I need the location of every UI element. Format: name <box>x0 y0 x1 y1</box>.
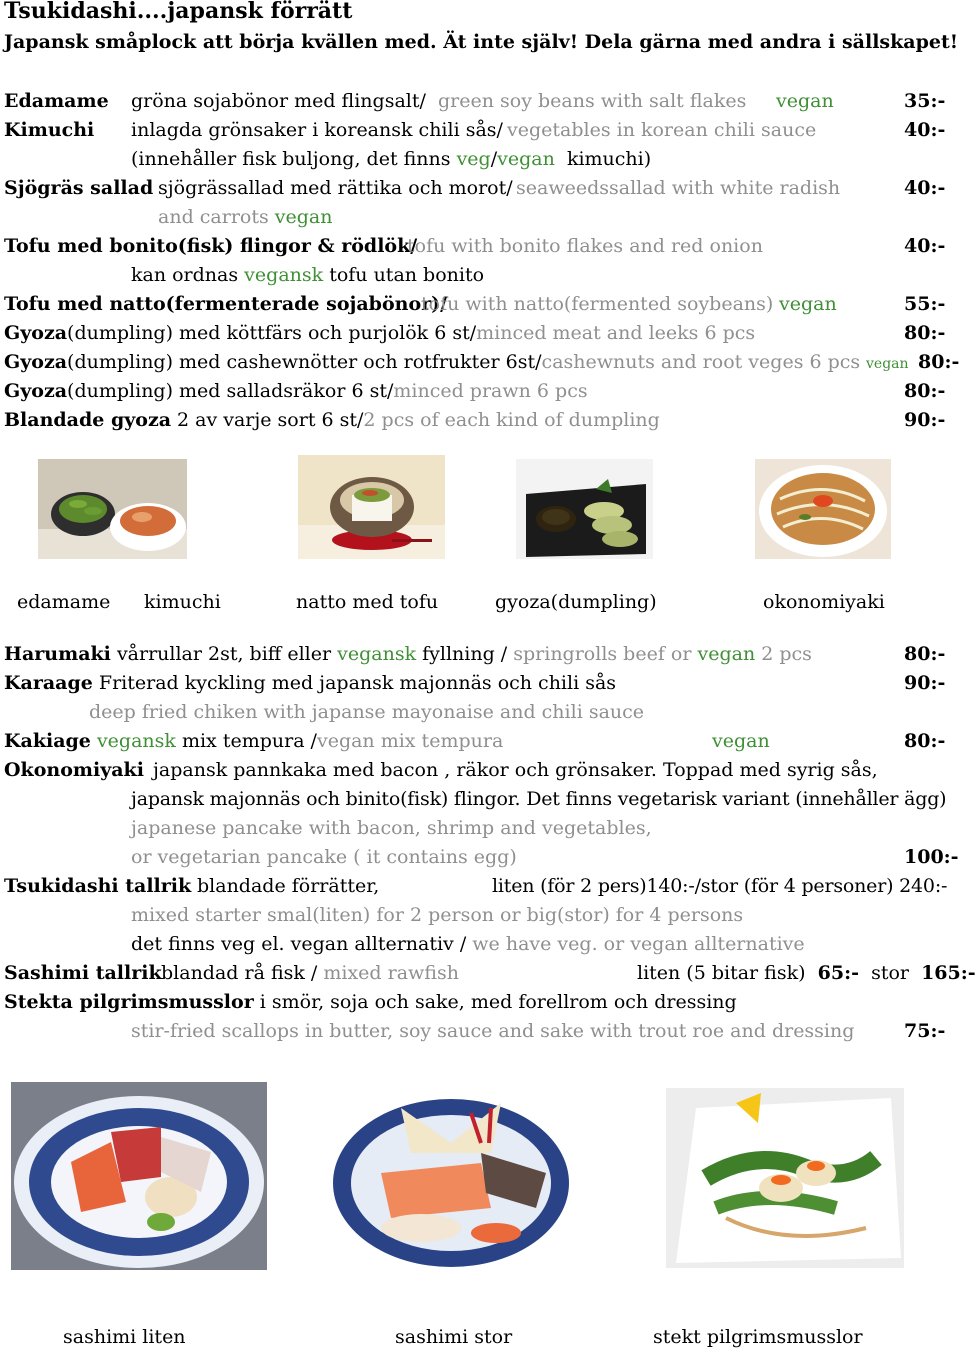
item-name: Blandade gyoza <box>4 409 172 431</box>
okonomiyaki-photo <box>755 459 891 559</box>
item-desc-en: stir-fried scallops in butter, soy sauce and sake with trout roe and dressing <box>131 1020 855 1042</box>
item-price: 80:- <box>904 643 946 665</box>
natto-tofu-photo <box>298 455 445 559</box>
item-desc-en: japanese pancake with bacon, shrimp and vegetables, <box>131 817 652 839</box>
item-line: Gyoza(dumpling) med cashewnötter och rotfrukter 6st/cashewnuts and root veges 6 pcs <box>4 351 861 373</box>
item-desc-en-cont: or vegetarian pancake ( it contains egg) <box>131 846 517 868</box>
item-price: 80:- <box>904 322 946 344</box>
item-price: 40:- <box>904 235 946 257</box>
item-price: 80:- <box>904 380 946 402</box>
item-line: Karaage Friterad kyckling med japansk majonnäs och chili sås <box>4 672 617 694</box>
item-price: 80:- <box>918 351 960 373</box>
item-name: Tofu med bonito(fisk) flingor & rödlök/ <box>4 235 418 257</box>
item-desc-en: tofu with bonito flakes and red onion <box>407 235 763 257</box>
item-note: det finns veg el. vegan allternativ / we have veg. or vegan allternative <box>131 933 805 955</box>
vegan-tag: vegan <box>776 90 834 112</box>
item-desc-en: tofu with natto(fermented soybeans) <box>421 293 774 315</box>
photo-caption: kimuchi <box>144 591 221 613</box>
sashimi-liten-photo <box>11 1082 267 1270</box>
item-desc: blandad rå fisk / mixed rawfish <box>161 962 459 984</box>
item-desc-en: deep fried chiken with japanse mayonaise and chili sauce <box>89 701 645 723</box>
sashimi-stor-photo <box>331 1083 571 1268</box>
item-desc-sv: gröna sojabönor med flingsalt/ <box>131 90 426 112</box>
item-line: Kakiage vegansk mix tempura /vegan mix tempura <box>4 730 504 752</box>
item-price: 80:- <box>904 730 946 752</box>
item-sizes-prices: liten (5 bitar fisk) 65:- stor 165:- <box>637 962 976 984</box>
gyoza-photo <box>516 459 653 559</box>
item-desc-en: seaweedssallad with white radish <box>516 177 841 199</box>
item-desc-en-cont: and carrots vegan <box>158 206 333 228</box>
item-price: 40:- <box>904 119 946 141</box>
photo-caption: sashimi liten <box>63 1326 186 1348</box>
photo-caption: sashimi stor <box>395 1326 513 1348</box>
photo-caption: stekt pilgrimsmusslor <box>653 1326 863 1348</box>
item-line: Harumaki vårrullar 2st, biff eller vegansk fyllning / springrolls beef or vegan 2 pcs <box>4 643 812 665</box>
item-sizes-prices: liten (för 2 pers)140:-/stor (för 4 personer) 240:- <box>492 875 948 897</box>
item-name: Okonomiyaki <box>4 759 144 781</box>
item-line: Gyoza(dumpling) med köttfärs och purjolök 6 st/minced meat and leeks 6 pcs <box>4 322 756 344</box>
vegan-tag: vegan <box>866 356 909 372</box>
item-line: Gyoza(dumpling) med salladsräkor 6 st/minced prawn 6 pcs <box>4 380 588 402</box>
item-desc-en: green soy beans with salt flakes <box>438 90 747 112</box>
item-name: Tsukidashi tallrik <box>4 875 192 897</box>
item-price: 75:- <box>904 1020 946 1042</box>
item-desc-sv: sjögrässallad med rättika och morot/ <box>158 177 513 199</box>
item-desc-sv: japansk pannkaka med bacon , räkor och grönsaker. Toppad med syrig sås, <box>153 759 878 781</box>
item-name: Tofu med natto(fermenterade sojabönor)/ <box>4 293 448 315</box>
item-desc-en: vegetables in korean chili sauce <box>507 119 817 141</box>
item-price: 40:- <box>904 177 946 199</box>
edamame-kimuchi-photo <box>38 459 187 559</box>
photo-caption: gyoza(dumpling) <box>495 591 657 613</box>
item-line: Stekta pilgrimsmusslor i smör, soja och sake, med forellrom och dressing <box>4 991 737 1013</box>
photo-caption: okonomiyaki <box>763 591 885 613</box>
item-desc-sv: inlagda grönsaker i koreansk chili sås/ <box>131 119 503 141</box>
item-name: Sashimi tallrik <box>4 962 162 984</box>
item-name: Kimuchi <box>4 119 95 141</box>
item-price: 90:- <box>904 672 946 694</box>
page-subtitle: Japansk småplock att börja kvällen med. Ät inte själv! Dela gärna med andra i sällskapet! <box>4 31 959 53</box>
item-name: Edamame <box>4 90 109 112</box>
item-price: 55:- <box>904 293 946 315</box>
item-desc: 2 av varje sort 6 st/2 pcs of each kind of dumpling <box>177 409 660 431</box>
item-desc-sv: blandade förrätter, <box>197 875 380 897</box>
item-note: (innehåller fisk buljong, det finns veg/vegan kimuchi) <box>131 148 652 170</box>
item-price: 90:- <box>904 409 946 431</box>
photo-caption: edamame <box>17 591 111 613</box>
item-desc-sv-cont: japansk majonnäs och binito(fisk) flingor. Det finns vegetarisk variant (innehåller ägg) <box>131 788 947 810</box>
pilgrimsmusslor-photo <box>666 1088 904 1268</box>
item-price: 100:- <box>904 846 959 868</box>
vegan-tag: vegan <box>712 730 770 752</box>
page-title: Tsukidashi....japansk förrätt <box>4 0 353 24</box>
item-price: 35:- <box>904 90 946 112</box>
item-desc-en: mixed starter smal(liten) for 2 person or big(stor) for 4 persons <box>131 904 744 926</box>
item-note: kan ordnas vegansk tofu utan bonito <box>131 264 485 286</box>
photo-caption: natto med tofu <box>296 591 439 613</box>
vegan-tag: vegan <box>779 293 837 315</box>
item-name: Sjögräs sallad <box>4 177 154 199</box>
